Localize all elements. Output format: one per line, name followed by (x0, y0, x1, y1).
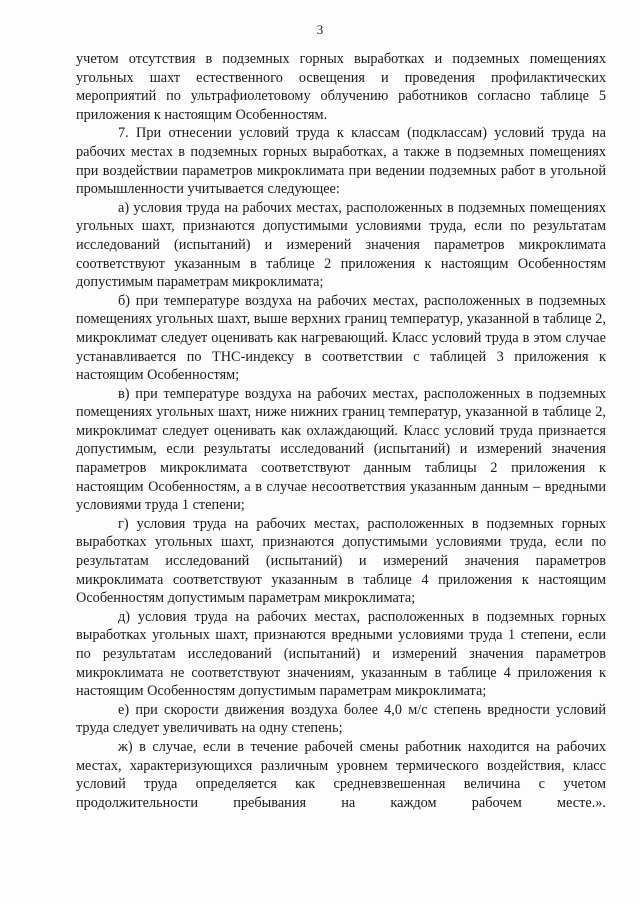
paragraph-subitem-d: д) условия труда на рабочих местах, расположенных в подземных горных выработках угольных шахт, признаются вредными условиями труда 1 степени, если по результатам исследований (испытаний) и измерений значения параметров микроклимата не соответствуют значениям, указанным в таблице 4 приложения к настоящим Особенностям допустимым параметрам микроклимата; (76, 608, 606, 700)
document-body (76, 50, 606, 812)
paragraph-continuation: учетом отсутствия в подземных горных выработках и подземных помещениях угольных шахт естественного освещения и проведения профилактических мероприятий по ультрафиолетовому облучению работников согласно таблице 5 приложения к настоящим Особенностям. (76, 51, 606, 123)
paragraph-subitem-v: в) при температуре воздуха на рабочих местах, расположенных в подземных помещениях угольных шахт, ниже нижних границ температур, указанной в таблице 2, микроклимат следует оценивать как охлаждающий. Класс условий труда признается допустимым, если результаты исследований (испытаний) и измерений значения параметров микроклимата соответствуют данным таблицы 2 приложения к настоящим Особенностям, а в случае несоответствия указанным данным – вредными условиями труда 1 степени; (76, 385, 606, 514)
paragraph-subitem-b: б) при температуре воздуха на рабочих местах, расположенных в подземных помещениях угольных шахт, выше верхних границ температур, указанной в таблице 2, микроклимат следует оценивать как нагревающий. Класс условий труда в этом случае устанавливается по ТНС-индексу в соответствии с таблицей 3 приложения к настоящим Особенностям; (76, 292, 606, 384)
paragraph-subitem-e: е) при скорости движения воздуха более 4,0 м/с степень вредности условий труда следует увеличивать на одну степень; (76, 701, 606, 737)
paragraph-subitem-zh: ж) в случае, если в течение рабочей смены работник находится на рабочих местах, характеризующихся различным уровнем термического воздействия, класс условий труда определяется как средневзвешенная величина с учетом продолжительности пребывания на каждом рабочем месте.». (76, 738, 606, 811)
page-number: 3 (316, 22, 324, 37)
paragraph-subitem-a: а) условия труда на рабочих местах, расположенных в подземных помещениях угольных шахт, признаются допустимыми условиями труда, если по результатам исследований (испытаний) и измерений значения параметров микроклимата соответствуют указанным в таблице 2 приложения к настоящим Особенностям допустимым параметрам микроклимата; (76, 199, 606, 291)
paragraph-subitem-g: г) условия труда на рабочих местах, расположенных в подземных горных выработках угольных шахт, признаются допустимыми условиями труда, если по результатам исследований (испытаний) и измерений значения параметров микроклимата соответствуют указанным в таблице 4 приложения к настоящим Особенностям допустимым параметрам микроклимата; (76, 515, 606, 607)
paragraph-item-7: 7. При отнесении условий труда к классам (подклассам) условий труда на рабочих местах в подземных горных выработках, а также в подземных помещениях при воздействии параметров микроклимата при ведении подземных работ в угольной промышленности учитывается следующее: (76, 125, 606, 198)
